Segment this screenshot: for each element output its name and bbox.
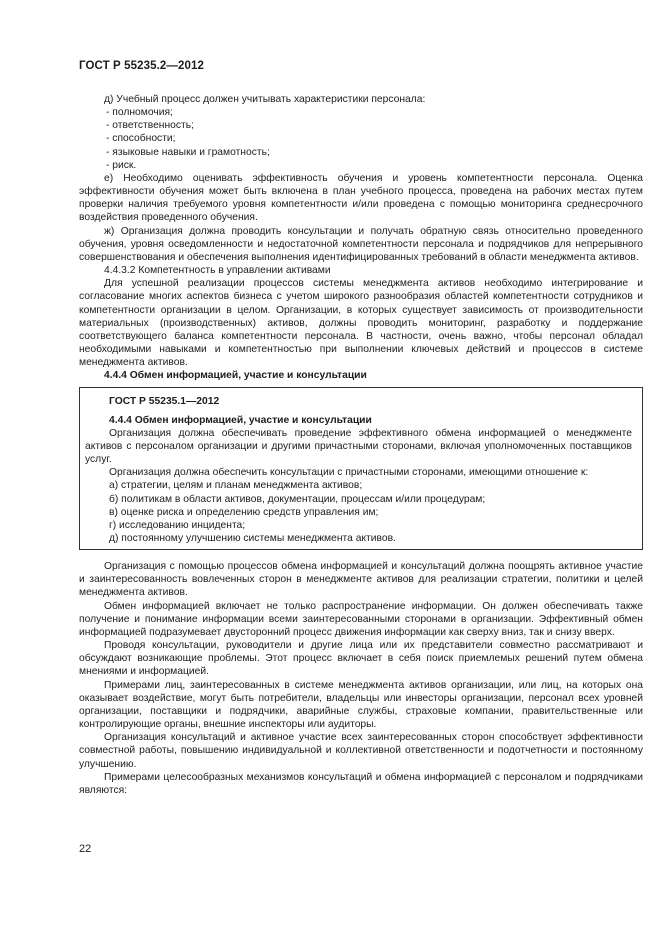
paragraph: Проводя консультации, руководители и другие лица или их представители совместно рассматривают и обсуждают возникающие проблемы. Этот процесс включает в себя поиск приемлемых решений путем обмена мнениями и информацией. — [79, 640, 643, 678]
paragraph: Организация консультаций и активное участие всех заинтересованных сторон способствует эффективности совместной работы, повышению индивидуальной и коллективной ответственности и подотчетности и постоянному улучшению. — [79, 732, 643, 770]
box-paragraph: Организация должна обеспечить консультации с причастными сторонами, имеющими отношение к: — [109, 467, 589, 479]
paragraph-zh: ж) Организация должна проводить консультации и получать обратную связь относительно проведенного обучения, уровня осведомленности и недостаточной компетентности персонала и подрядчиков для непрерывного совершенствования и обеспечения выполнения идентифицированных требований в области менеджмента активов. — [79, 225, 643, 263]
list-item: - ответственность; — [106, 120, 194, 132]
list-item: - риск. — [106, 159, 137, 171]
paragraph: Примерами целесообразных механизмов консультаций и обмена информацией с персоналом и подрядчиками являются: — [79, 771, 643, 796]
box-list-item: а) стратегии, целям и планам менеджмента активов; — [109, 480, 363, 492]
box-list-item: в) оценке риска и определению средств управления им; — [109, 506, 379, 518]
paragraph-4432: Для успешной реализации процессов системы менеджмента активов необходимо интегрирование и согласование многих аспектов бизнеса с учетом широкого разнообразия областей компетентности сотрудников и компетентности организации в целом. Организации, в которых существует зависимость от производительности материальных (производственных) активов, должны проводить мониторинг, разработку и поддержание соответствующего баланса компетентности персонала. В частности, очень важно, чтобы персонал обладал необходимыми навыками и компетентностью при выполнении ключевых действий и процессов в системе менеджмента активов. — [79, 278, 643, 369]
list-item: - способности; — [106, 133, 176, 145]
paragraph: Обмен информацией включает не только распространение информации. Он должен обеспечивать также получение и понимание информации всеми заинтересованными сторонами в организации. Эффективный обмен информацией подразумевает двусторонний процесс движения информации как сверху вниз, так и снизу вверх. — [79, 600, 643, 638]
list-item: - языковые навыки и грамотность; — [106, 146, 270, 158]
box-list-item: д) постоянному улучшению системы менеджмента активов. — [109, 533, 396, 544]
box-heading: 4.4.4 Обмен информацией, участие и консультации — [109, 414, 372, 426]
paragraph-e: е) Необходимо оценивать эффективность обучения и уровень компетентности персонала. Оценка эффективности обучения может быть включена в план учебного процесса, проведена на рабочих местах путем проверки наличия требуемого уровня компетентности и/или проведена с помощью мониторинга среднесрочного воздействия проведенного обучения. — [79, 172, 643, 224]
box-paragraph: Организация должна обеспечивать проведение эффективного обмена информацией о менеджменте активов с персоналом организации и другими причастными сторонами, включая уполномоченных поставщиков услуг. — [85, 427, 632, 466]
page-body — [79, 93, 643, 797]
paragraph: Примерами лиц, заинтересованных в системе менеджмента активов организации, или лиц, на которых она оказывает воздействие, могут быть потребители, владельцы или инвесторы организации, персонал всех уровней организации, поставщики и подрядчики, аварийные службы, страховые компании, правительственные или контролирующие органы, внешние инспекторы или аудиторы. — [79, 679, 643, 731]
list-item: - полномочия; — [106, 107, 173, 119]
paragraph: Организация с помощью процессов обмена информацией и консультаций должна поощрять активное участие и заинтересованность вовлеченных сторон в менеджменте активов для реализации стратегии, политики и целей менеджмента активов. — [79, 561, 643, 599]
page-number: 22 — [79, 843, 92, 855]
document-code-header: ГОСТ Р 55235.2—2012 — [79, 60, 204, 72]
box-standard-ref: ГОСТ Р 55235.1—2012 — [109, 396, 220, 408]
section-heading-4432: 4.4.3.2 Компетентность в управлении активами — [104, 265, 331, 277]
box-list-item: б) политикам в области активов, документации, процессам и/или процедурам; — [109, 493, 486, 505]
list-d-intro: д) Учебный процесс должен учитывать характеристики персонала: — [104, 94, 426, 105]
box-list-item: г) исследованию инцидента; — [109, 519, 246, 531]
section-heading-444: 4.4.4 Обмен информацией, участие и консультации — [104, 370, 367, 382]
quoted-standard-box — [79, 387, 643, 550]
